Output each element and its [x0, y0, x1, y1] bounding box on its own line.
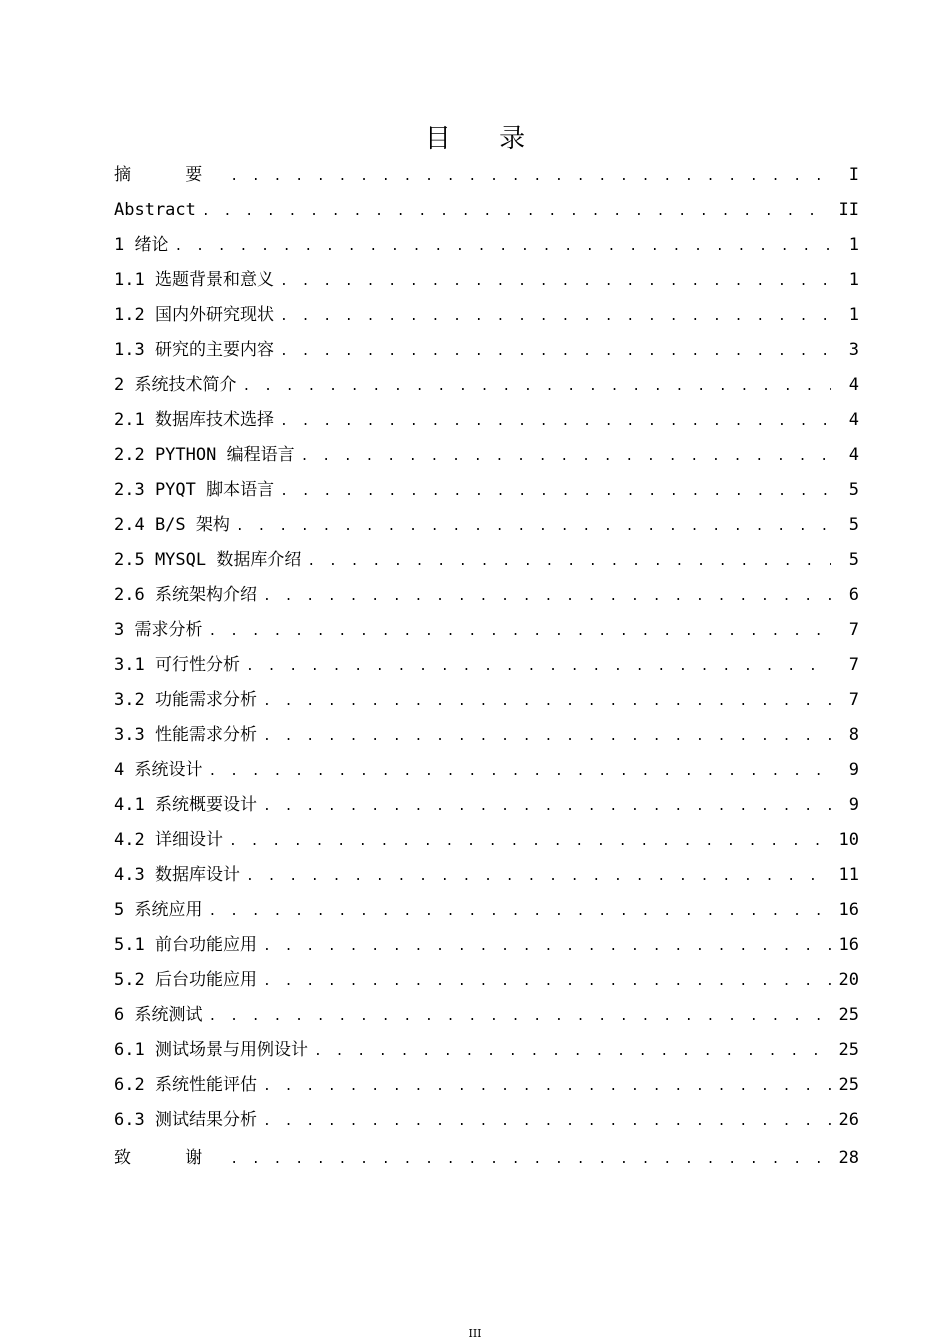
toc-entry-page: 25	[838, 1075, 859, 1095]
toc-dot-leader	[208, 894, 831, 929]
toc-dot-leader	[280, 334, 831, 369]
toc-entry[interactable]	[114, 613, 859, 648]
toc-entry[interactable]	[114, 998, 859, 1033]
toc-entry-label: 2 系统技术简介	[114, 375, 237, 395]
toc-entry[interactable]	[114, 1141, 859, 1176]
toc-entry-label: 3 需求分析	[114, 620, 203, 640]
toc-entry[interactable]	[114, 158, 859, 193]
toc-entry-page: 11	[838, 865, 859, 885]
toc-dot-leader	[174, 229, 831, 264]
toc-dot-leader	[263, 789, 831, 824]
toc-entry-label: 1.2 国内外研究现状	[114, 305, 274, 325]
toc-entry-label: 1.3 研究的主要内容	[114, 340, 274, 360]
toc-entry-page: 7	[848, 620, 859, 640]
toc-entry-label: 2.5 MYSQL 数据库介绍	[114, 550, 302, 570]
toc-entry-label: 1 绪论	[114, 235, 169, 255]
toc-entry-label: 6 系统测试	[114, 1005, 203, 1025]
toc-entry[interactable]	[114, 963, 859, 998]
toc-dot-leader	[246, 649, 831, 684]
toc-dot-leader	[208, 614, 831, 649]
toc-entry[interactable]	[114, 893, 859, 928]
toc-entry-label: 4.2 详细设计	[114, 830, 223, 850]
toc-entry-page: 4	[848, 375, 859, 395]
toc-entry-page: 10	[838, 830, 859, 850]
toc-entry[interactable]	[114, 543, 859, 578]
toc-dot-leader	[280, 404, 831, 439]
toc-entry-page: 7	[848, 655, 859, 675]
toc-dot-leader	[230, 1142, 831, 1177]
toc-entry-label: 5.2 后台功能应用	[114, 970, 257, 990]
toc-dot-leader	[280, 299, 831, 334]
toc-entry-label: 3.2 功能需求分析	[114, 690, 257, 710]
toc-entry[interactable]	[114, 1068, 859, 1103]
toc-entry-page: 4	[848, 445, 859, 465]
toc-dot-leader	[263, 1104, 831, 1139]
page-number: III	[468, 1327, 482, 1340]
toc-entry-page: 1	[848, 270, 859, 290]
toc-entry-page: 1	[848, 235, 859, 255]
toc-dot-leader	[236, 509, 831, 544]
toc-entry-label: 2.3 PYQT 脚本语言	[114, 480, 275, 500]
toc-dot-leader	[263, 929, 831, 964]
toc-entry-label: 2.4 B/S 架构	[114, 515, 230, 535]
toc-entry-label: 6.1 测试场景与用例设计	[114, 1040, 308, 1060]
toc-dot-leader	[301, 439, 831, 474]
toc-entry[interactable]	[114, 858, 859, 893]
toc-entry-page: 16	[838, 935, 859, 955]
toc-entry[interactable]	[114, 753, 859, 788]
toc-dot-leader	[208, 754, 831, 789]
toc-entry-page: 5	[848, 480, 859, 500]
toc-dot-leader	[263, 1069, 831, 1104]
toc-entry-label: Abstract	[114, 200, 196, 220]
toc-entry-label: 摘 要	[114, 165, 225, 185]
toc-entry[interactable]	[114, 578, 859, 613]
toc-dot-leader	[314, 1034, 831, 1069]
toc-entry-page: 5	[848, 515, 859, 535]
toc-entry-page: 6	[848, 585, 859, 605]
toc-entry[interactable]	[114, 228, 859, 263]
toc-entry-label: 4 系统设计	[114, 760, 203, 780]
toc-entry[interactable]	[114, 648, 859, 683]
toc-entry-page: 26	[838, 1110, 859, 1130]
toc-entry[interactable]	[114, 928, 859, 963]
toc-entry-label: 6.3 测试结果分析	[114, 1110, 257, 1130]
toc-entry-label: 1.1 选题背景和意义	[114, 270, 274, 290]
table-of-contents	[114, 158, 859, 1176]
toc-entry-page: 9	[848, 760, 859, 780]
toc-dot-leader	[208, 999, 831, 1034]
toc-entry-label: 4.1 系统概要设计	[114, 795, 257, 815]
toc-entry-page: 20	[838, 970, 859, 990]
toc-entry-page: 9	[848, 795, 859, 815]
toc-entry-label: 2.1 数据库技术选择	[114, 410, 274, 430]
toc-entry-label: 致 谢	[114, 1148, 225, 1168]
toc-entry-page: 25	[838, 1040, 859, 1060]
toc-entry[interactable]	[114, 368, 859, 403]
toc-entry[interactable]	[114, 263, 859, 298]
toc-dot-leader	[246, 859, 831, 894]
toc-entry-label: 3.3 性能需求分析	[114, 725, 257, 745]
page-title: 目 录	[424, 124, 546, 154]
toc-dot-leader	[263, 579, 831, 614]
toc-entry-label: 5 系统应用	[114, 900, 203, 920]
toc-entry-page: 25	[838, 1005, 859, 1025]
toc-entry-label: 5.1 前台功能应用	[114, 935, 257, 955]
toc-entry-page: 8	[848, 725, 859, 745]
toc-entry-page: 16	[838, 900, 859, 920]
toc-entry[interactable]	[114, 718, 859, 753]
toc-dot-leader	[263, 684, 831, 719]
toc-entry[interactable]	[114, 788, 859, 823]
toc-dot-leader	[202, 194, 831, 229]
toc-entry[interactable]	[114, 438, 859, 473]
toc-entry-page: I	[848, 165, 859, 185]
toc-dot-leader	[229, 824, 831, 859]
toc-dot-leader	[280, 264, 831, 299]
toc-entry[interactable]	[114, 298, 859, 333]
toc-dot-leader	[263, 719, 831, 754]
toc-entry-label: 3.1 可行性分析	[114, 655, 240, 675]
toc-dot-leader	[242, 369, 831, 404]
toc-entry-page: II	[838, 200, 859, 220]
toc-entry-page: 4	[848, 410, 859, 430]
toc-entry-page: 3	[848, 340, 859, 360]
toc-entry[interactable]	[114, 683, 859, 718]
toc-entry-label: 2.6 系统架构介绍	[114, 585, 257, 605]
toc-dot-leader	[280, 474, 831, 509]
toc-entry[interactable]	[114, 193, 859, 228]
toc-entry-label: 6.2 系统性能评估	[114, 1075, 257, 1095]
toc-entry[interactable]	[114, 403, 859, 438]
toc-entry-label: 2.2 PYTHON 编程语言	[114, 445, 295, 465]
toc-entry[interactable]	[114, 1103, 859, 1138]
toc-dot-leader	[263, 964, 831, 999]
toc-entry-page: 1	[848, 305, 859, 325]
toc-entry-page: 7	[848, 690, 859, 710]
toc-entry[interactable]	[114, 508, 859, 543]
toc-dot-leader	[230, 159, 831, 194]
toc-entry[interactable]	[114, 1033, 859, 1068]
toc-entry[interactable]	[114, 823, 859, 858]
toc-entry[interactable]	[114, 333, 859, 368]
toc-entry-page: 28	[838, 1148, 859, 1168]
toc-entry-label: 4.3 数据库设计	[114, 865, 240, 885]
toc-entry-page: 5	[848, 550, 859, 570]
toc-dot-leader	[307, 544, 831, 579]
toc-entry[interactable]	[114, 473, 859, 508]
